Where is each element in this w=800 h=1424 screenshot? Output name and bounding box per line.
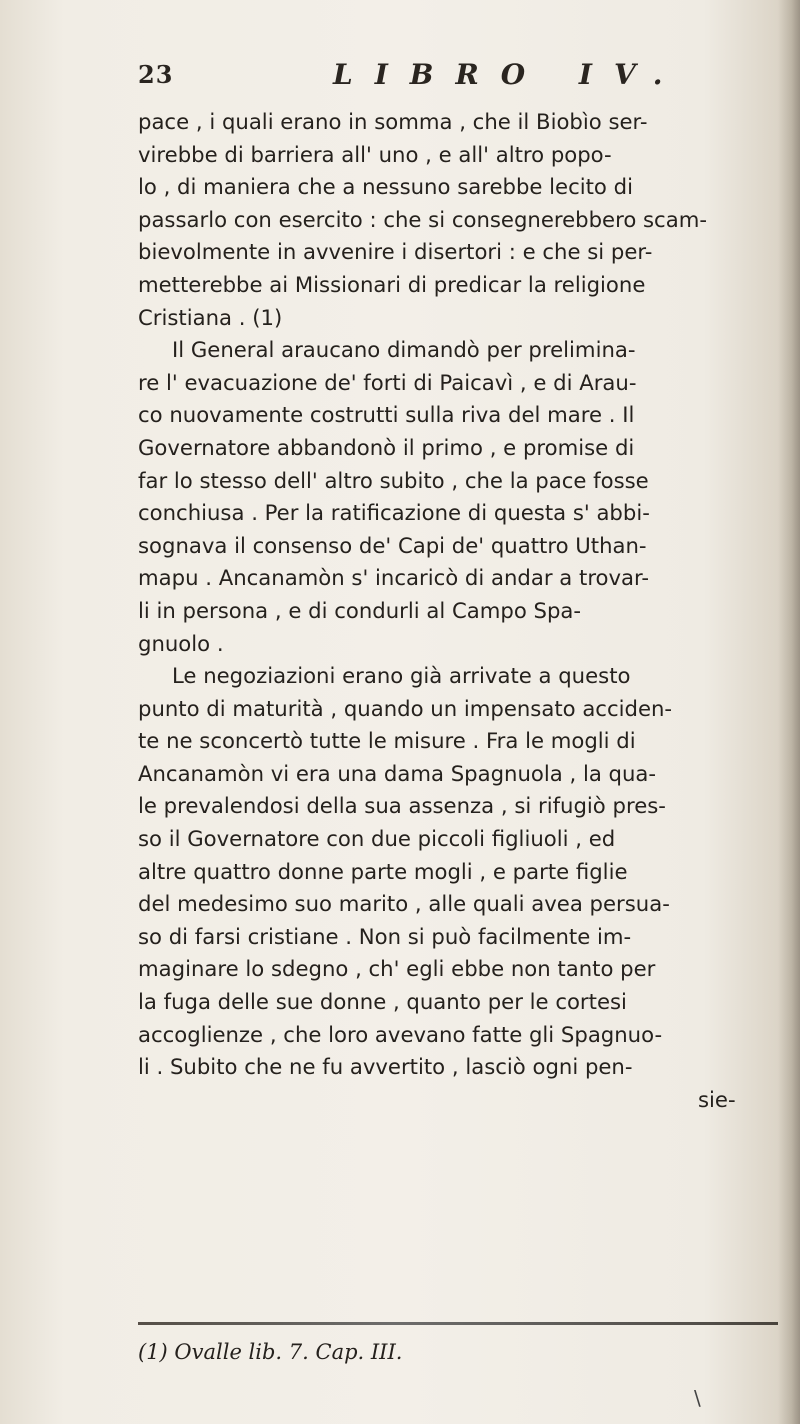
text-line: accoglienze , che loro avevano fatte gli Spagnuo- [138,1021,663,1047]
text-line: pace , i quali erano in somma , che il Biobìo ser- [138,109,648,134]
text-line: re l' evacuazione de' forti di Paicavì , e di Arau- [138,369,637,395]
footnote: (1) Ovalle lib. 7. Cap. III. [138,1340,403,1364]
paragraph-start-line: Le negoziazioni erano già arrivate a questo [172,663,631,689]
stray-mark: \ [694,1386,701,1410]
text-line: Governatore abbandonò il primo , e promise di [138,434,635,460]
text-line: so il Governatore con due piccoli figliuoli , ed [138,826,616,852]
text-line: mapu . Ancanamòn s' incaricò di andar a trovar- [138,565,650,591]
running-title: LIBRO IV. [333,58,685,91]
paragraph-start-line: Il General araucano dimandò per prelimina- [172,337,636,363]
text-line: te ne sconcertò tutte le misure . Fra le mogli di [138,728,636,754]
text-line: metterebbe ai Missionari di predicar la religione [138,271,646,297]
text-line: passarlo con esercito : che si consegnerebbero scam- [138,206,707,232]
text-line: la fuga delle sue donne , quanto per le cortesi [138,989,627,1015]
text-line: sognava il consenso de' Capi de' quattro Uthan- [138,532,647,558]
text-line: bievolmente in avvenire i disertori : e che si per- [138,239,653,265]
text-line: maginare lo sdegno , ch' egli ebbe non tanto per [138,956,656,982]
text-line: le prevalendosi della sua assenza , si rifugiò pres- [138,793,666,819]
text-line: Ancanamòn vi era una dama Spagnuola , la qua- [138,760,657,786]
text-line: virebbe di barriera all' uno , e all' altro popo- [138,141,612,167]
catchword: sie- [698,1086,736,1112]
text-line: co nuovamente costrutti sulla riva del mare . Il [138,402,635,428]
page-gutter-shadow [778,0,800,1424]
text-line: far lo stesso dell' altro subito , che la pace fosse [138,467,649,493]
text-line: gnuolo . [138,630,224,656]
text-line: del medesimo suo marito , alle quali avea persua- [138,891,670,917]
footnote-rule [138,1322,778,1325]
text-line: Cristiana . (1) [138,304,283,330]
page-number: 23 [138,60,174,89]
text-line: conchiusa . Per la ratificazione di questa s' abbi- [138,500,650,526]
body-text [138,106,758,1116]
text-line: altre quattro donne parte mogli , e parte figlie [138,858,628,884]
text-line: punto di maturità , quando un impensato acciden- [138,695,673,721]
text-line: li in persona , e di condurli al Campo Spa- [138,597,582,623]
page-header [138,60,698,100]
text-line: li . Subito che ne fu avvertito , lasciò ogni pen- [138,1054,633,1080]
text-line: so di farsi cristiane . Non si può facilmente im- [138,923,632,949]
text-line: lo , di maniera che a nessuno sarebbe lecito di [138,174,633,200]
